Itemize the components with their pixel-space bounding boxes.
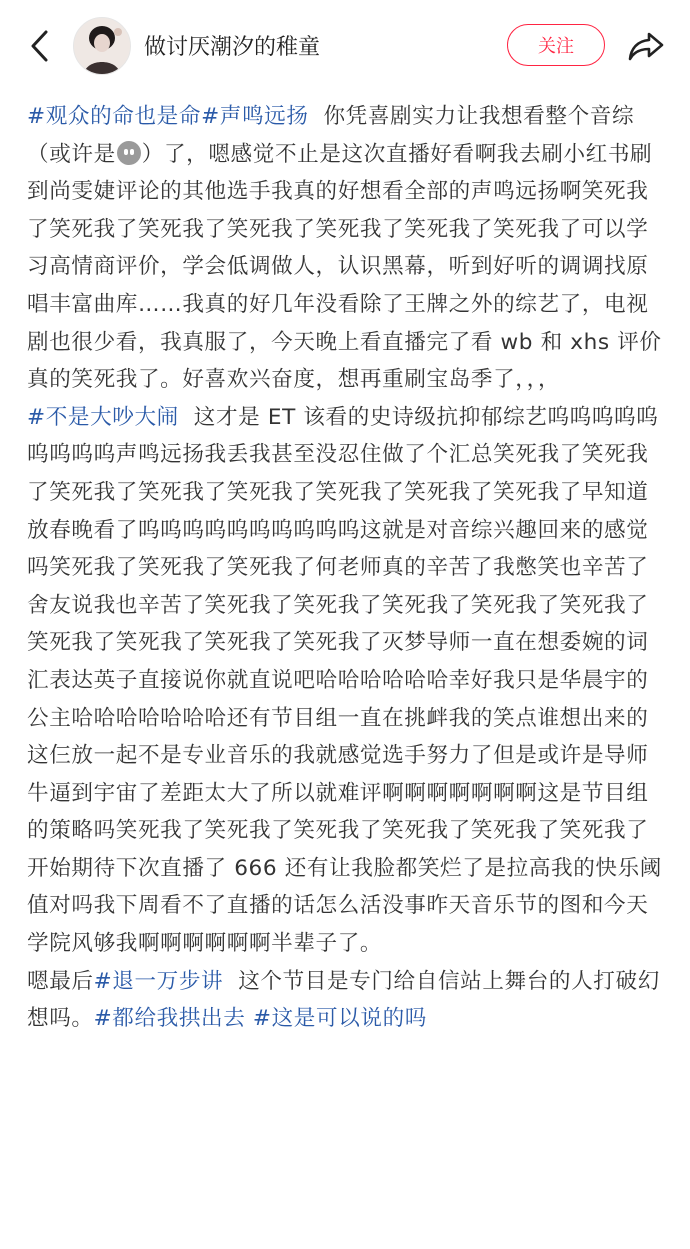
back-button[interactable] [20, 26, 60, 66]
post-header [0, 0, 690, 92]
paragraph-3 [27, 963, 667, 1038]
hashtag-link[interactable]: #这是可以说的吗 [252, 1006, 427, 1032]
post-content [27, 98, 667, 1038]
paragraph-text: 你凭喜剧实力让我想看整个音综（或许是 [27, 104, 635, 167]
hashtag-link[interactable]: #都给我拱出去 [93, 1006, 246, 1032]
paragraph-text: 这才是 ET 该看的史诗级抗抑郁综艺呜呜呜呜呜呜呜呜呜声鸣远扬我丢我甚至没忍住做了个汇总笑死我了笑死我了笑死我了笑死我了笑死我了笑死我了笑死我了笑死我了早知道放春晚看了呜呜呜呜呜呜呜呜呜呜这就是对音综兴趣回来的感觉吗笑死我了笑死我了笑死我了何老师真的辛苦了我憋笑也辛苦了舍友说我也辛苦了笑死我了笑死我了笑死我了笑死我了笑死我了笑死我了笑死我了笑死我了笑死我了灭梦导师一直在想委婉的词汇表达英子直接说你就直说吧哈哈哈哈哈哈幸好我只是华晨宇的公主哈哈哈哈哈哈哈还有节目组一直在挑衅我的笑点谁想出来的这仨放一起不是专业音乐的我就感觉选手努力了但是或许是导师牛逼到宇宙了差距太大了所以就难评啊啊啊啊啊啊啊这是节目组的策略吗笑死我了笑死我了笑死我了笑死我了笑死我了笑死我了开始期待下次直播了 666 还有让我脸都笑烂了是拉高我的快乐阈值对吗我下周看不了直播的话怎么活没事昨天音乐节的图和今天学院风够我啊啊啊啊啊啊半辈子了。 [27, 404, 662, 957]
author-avatar[interactable] [73, 17, 131, 75]
paragraph-2 [27, 399, 667, 963]
emoji-icon [117, 141, 141, 165]
paragraph-text: ）了，嗯感觉不止是这次直播好看啊我去刷小红书刷到尚雯婕评论的其他选手我真的好想看全部的声鸣远扬啊笑死我了笑死我了笑死我了笑死我了笑死我了笑死我了笑死我了可以学习高情商评价，学会低调做人，认识黑幕，听到好听的调调找原唱丰富曲库……我真的好几年没看除了王牌之外的综艺了，电视剧也很少看，我真服了，今天晚上看直播完了看 wb 和 xhs 评价真的笑死我了。好喜欢兴奋度，想再重刷宝岛季了，，， [27, 141, 662, 393]
share-icon [627, 30, 665, 62]
hashtag-link[interactable]: #声鸣远扬 [201, 104, 309, 129]
hashtag-link[interactable]: #不是大吵大闹 [27, 404, 179, 430]
follow-button[interactable]: 关注 [507, 24, 605, 66]
hashtag-link[interactable]: #观众的命也是命 [27, 104, 202, 129]
hashtag-link[interactable]: #退一万步讲 [93, 968, 224, 994]
chevron-left-icon [29, 29, 51, 63]
author-name[interactable]: 做讨厌潮汐的稚童 [144, 35, 321, 60]
paragraph-1 [27, 98, 667, 399]
avatar-image [74, 18, 130, 74]
share-button[interactable] [624, 24, 668, 68]
paragraph-text: 嗯最后 [27, 968, 94, 994]
paragraph-text: 这个节目是专门给自信站上舞台的人打破幻想吗。 [27, 968, 660, 1032]
